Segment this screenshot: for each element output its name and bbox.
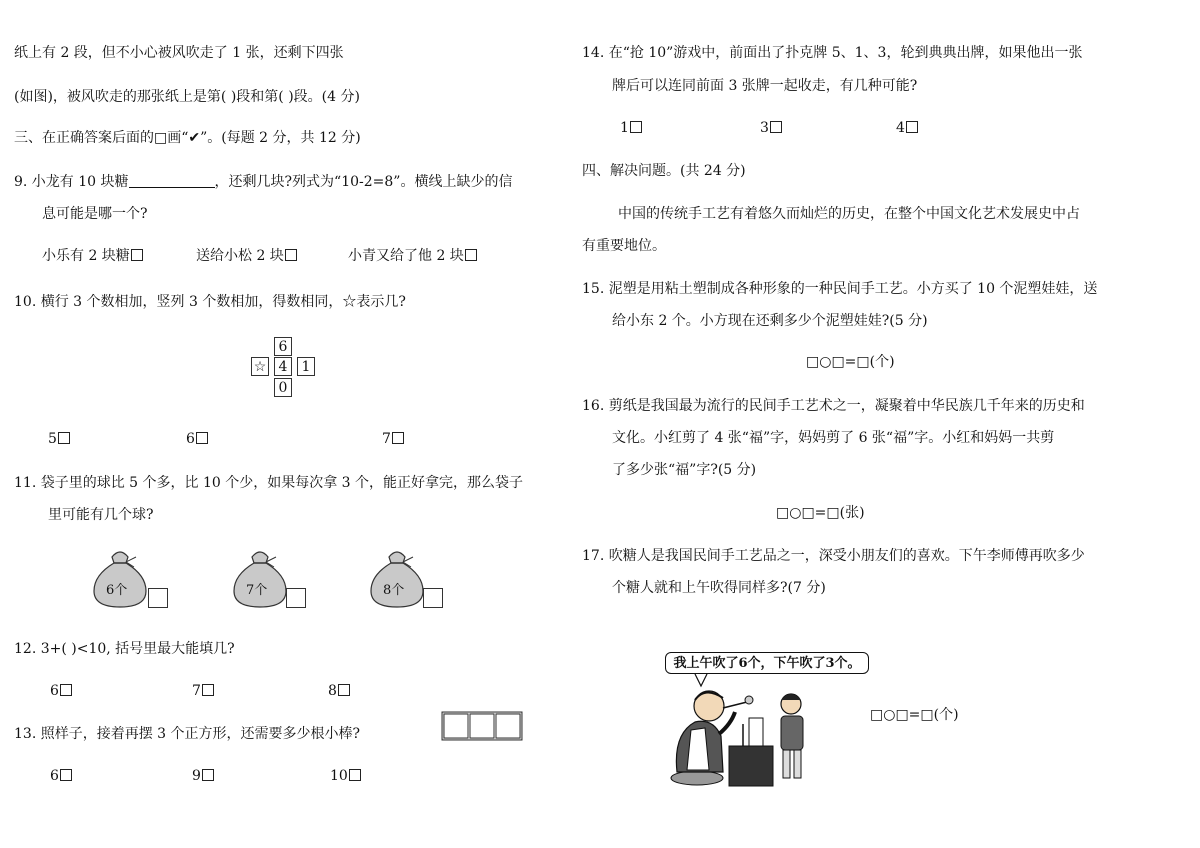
- q11-line2: 里可能有几个球?: [48, 507, 154, 523]
- sugar-blower-illustration-icon: [665, 674, 815, 792]
- q11-line1: 11. 袋子里的球比 5 个多，比 10 个少，如果每次拿 3 个，能正好拿完，那么袋子: [14, 475, 524, 491]
- q12-option-3[interactable]: 8: [328, 682, 350, 700]
- q13-option-2[interactable]: 9: [192, 767, 214, 785]
- q16-line2: 文化。小红剪了 4 张“福”字，妈妈剪了 6 张“福”字。小红和妈妈一共剪: [612, 430, 1055, 446]
- bag-3-checkbox[interactable]: [423, 588, 443, 608]
- q10-option-2[interactable]: 6: [186, 430, 208, 448]
- q12-option-2[interactable]: 7: [192, 682, 214, 700]
- q10-text: 10. 横行 3 个数相加，竖列 3 个数相加，得数相同，☆表示几?: [14, 294, 406, 310]
- q9-option-3[interactable]: 小青又给了他 2 块: [348, 247, 477, 265]
- q17-line2: 个糖人就和上午吹得同样多?(7 分): [612, 580, 826, 596]
- q15-line1: 15. 泥塑是用粘土塑制成各种形象的一种民间手工艺。小方买了 10 个泥塑娃娃，送: [582, 281, 1098, 297]
- q12-option-1[interactable]: 6: [50, 682, 72, 700]
- q9-option-2[interactable]: 送给小松 2 块: [196, 247, 297, 265]
- grid-top: 6: [274, 337, 292, 356]
- q10-option-1[interactable]: 5: [48, 430, 70, 448]
- q14-line1: 14. 在“抢 10”游戏中，前面出了扑克牌 5、1、3，轮到典典出牌，如果他出一张: [582, 45, 1083, 61]
- grid-bottom: 0: [274, 378, 292, 397]
- q14-option-3[interactable]: 4: [896, 119, 918, 137]
- bag-1-label: 6个: [106, 583, 128, 598]
- q17-equation[interactable]: □○□=□(个): [870, 707, 959, 723]
- q9-line1: [14, 173, 512, 191]
- q14-line2: 牌后可以连同前面 3 张牌一起收走，有几种可能?: [612, 78, 918, 94]
- q13-option-3[interactable]: 10: [330, 767, 361, 785]
- bag-3-label: 8个: [383, 583, 405, 598]
- q9-prefix: 9. 小龙有 10 块糖: [14, 174, 129, 190]
- q9-option-1[interactable]: 小乐有 2 块糖: [42, 247, 143, 265]
- q13-option-1[interactable]: 6: [50, 767, 72, 785]
- q9-line2: 息可能是哪一个?: [42, 206, 148, 222]
- q12-text: 12. 3+( )<10, 括号里最大能填几?: [14, 641, 235, 657]
- grid-center: 4: [274, 357, 292, 376]
- q14-option-1[interactable]: 1: [620, 119, 642, 137]
- q16-equation[interactable]: □○□=□(张): [776, 505, 865, 521]
- checkbox[interactable]: [131, 249, 143, 261]
- checkbox[interactable]: [465, 249, 477, 261]
- grid-right: 1: [297, 357, 315, 376]
- q8-line1: 纸上有 2 段，但不小心被风吹走了 1 张，还剩下四张: [14, 45, 344, 61]
- q17-line1: 17. 吹糖人是我国民间手工艺品之一，深受小朋友们的喜欢。下午李师傅再吹多少: [582, 548, 1085, 564]
- q16-line3: 了多少张“福”字?(5 分): [612, 462, 757, 478]
- q8-line2: (如图)，被风吹走的那张纸上是第( )段和第( )段。(4 分): [14, 89, 360, 105]
- checkbox[interactable]: [285, 249, 297, 261]
- q13-text: 13. 照样子，接着再摆 3 个正方形，还需要多少根小棒?: [14, 726, 361, 742]
- q10-option-3[interactable]: 7: [382, 430, 404, 448]
- q14-option-2[interactable]: 3: [760, 119, 782, 137]
- q15-line2: 给小东 2 个。小方现在还剩多少个泥塑娃娃?(5 分): [612, 313, 928, 329]
- bag-2-label: 7个: [246, 583, 268, 598]
- section-3-heading: 三、在正确答案后面的□画“✔”。(每题 2 分，共 12 分): [14, 130, 361, 146]
- grid-left-star: ☆: [251, 357, 269, 376]
- intro-line2: 有重要地位。: [582, 238, 666, 254]
- q15-equation[interactable]: □○□=□(个): [806, 354, 895, 370]
- bag-2-checkbox[interactable]: [286, 588, 306, 608]
- bag-1-checkbox[interactable]: [148, 588, 168, 608]
- q9-blank[interactable]: [129, 173, 215, 188]
- q16-line1: 16. 剪纸是我国最为流行的民间手工艺术之一，凝聚着中华民族几千年来的历史和: [582, 398, 1085, 414]
- section-4-heading: 四、解决问题。(共 24 分): [582, 163, 746, 179]
- matchstick-squares-icon: [440, 710, 528, 742]
- speech-bubble: 我上午吹了6个，下午吹了3个。: [665, 652, 869, 674]
- q9-suffix: ，还剩几块?列式为“10-2=8”。横线上缺少的信: [214, 174, 513, 190]
- intro-line1: 中国的传统手工艺有着悠久而灿烂的历史，在整个中国文化艺术发展史中占: [618, 206, 1080, 222]
